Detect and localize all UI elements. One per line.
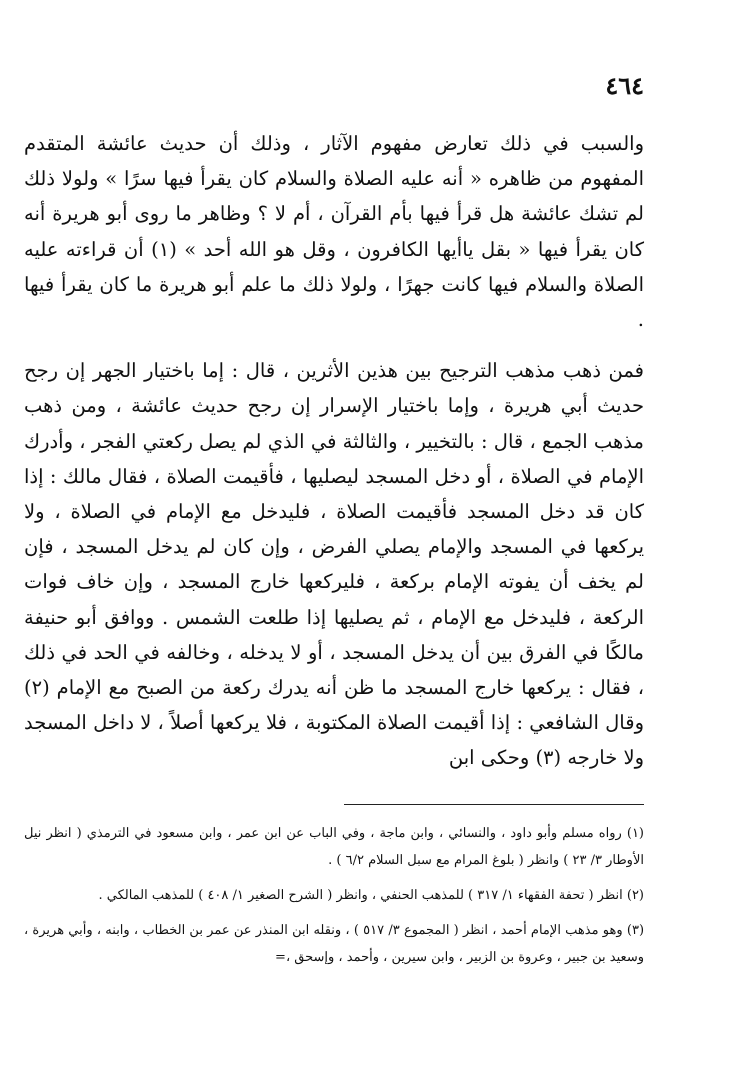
footnote: (٢) انظر ( تحفة الفقهاء ١/ ٣١٧ ) للمذهب الحنفي ، وانظر ( الشرح الصغير ١/ ٤٠٨ ) للمذهب المالكي . [98,888,644,903]
footnote-divider [344,804,644,805]
main-text [24,126,644,776]
footnote: (٣) وهو مذهب الإمام أحمد ، انظر ( المجموع ٣/ ٥١٧ ) ، ونقله ابن المنذر عن عمر بن الخطاب ، وابنه ، وأبي هريرة ، وسعيد بن جبير ، وعروة بن الزبير ، وابن سيرين ، وأحمد ، وإسحق ،= [24,923,645,965]
paragraph: والسبب في ذلك تعارض مفهوم الآثار ، وذلك أن حديث عائشة المتقدم المفهوم من ظاهره « أنه عليه الصلاة والسلام كان يقرأ فيها سرًا » ولولا ذلك لم تشك عائشة هل قرأ فيها بأم القرآن ، أم لا ؟ وظاهر ما روى أبو هريرة أنه كان يقرأ فيها « بقل ياأيها الكافرون ، وقل هو الله أحد » (١) أن قراءته عليه الصلاة والسلام فيها كانت جهرًا ، ولولا ذلك ما علم أبو هريرة ما كان يقرأ فيها . [24,132,644,332]
footnotes [24,820,644,979]
footnote: (١) رواه مسلم وأبو داود ، والنسائي ، وابن ماجة ، وفي الباب عن ابن عمر ، وابن مسعود في الترمذي ( انظر نيل الأوطار ٣/ ٢٣ ) وانظر ( بلوغ المرام مع سبل السلام ٦/٢ ) . [24,826,644,868]
page-number: ٤٦٤ [605,71,644,100]
paragraph: فمن ذهب مذهب الترجيح بين هذين الأثرين ، قال : إما باختيار الجهر إن رجح حديث أبي هريرة ، وإما باختيار الإسرار إن رجح حديث عائشة ، ومن ذهب مذهب الجمع ، قال : بالتخيير ، والثالثة في الذي لم يصل ركعتي الفجر ، وأدرك الإمام في الصلاة ، أو دخل المسجد ليصليها ، فأقيمت الصلاة ، فقال مالك : إذا كان قد دخل المسجد فأقيمت الصلاة ، فليدخل مع الإمام في الصلاة ، ولا يركعها في المسجد والإمام يصلي الفرض ، وإن كان لم يدخل المسجد ، فإن لم يخف أن يفوته الإمام بركعة ، فليركعها خارج المسجد ، وإن خاف فوات الركعة ، فليدخل مع الإمام ، ثم يصليها إذا طلعت الشمس . ووافق أبو حنيفة مالكًا في الفرق بين أن يدخل المسجد ، أو لا يدخله ، وخالفه في الحد في ذلك ، فقال : يركعها خارج المسجد ما ظن أنه يدرك ركعة من الصبح مع الإمام (٢) وقال الشافعي : إذا أقيمت الصلاة المكتوبة ، فلا يركعها أصلاً ، لا داخل المسجد ولا خارجه (٣) وحكى ابن [24,359,644,770]
